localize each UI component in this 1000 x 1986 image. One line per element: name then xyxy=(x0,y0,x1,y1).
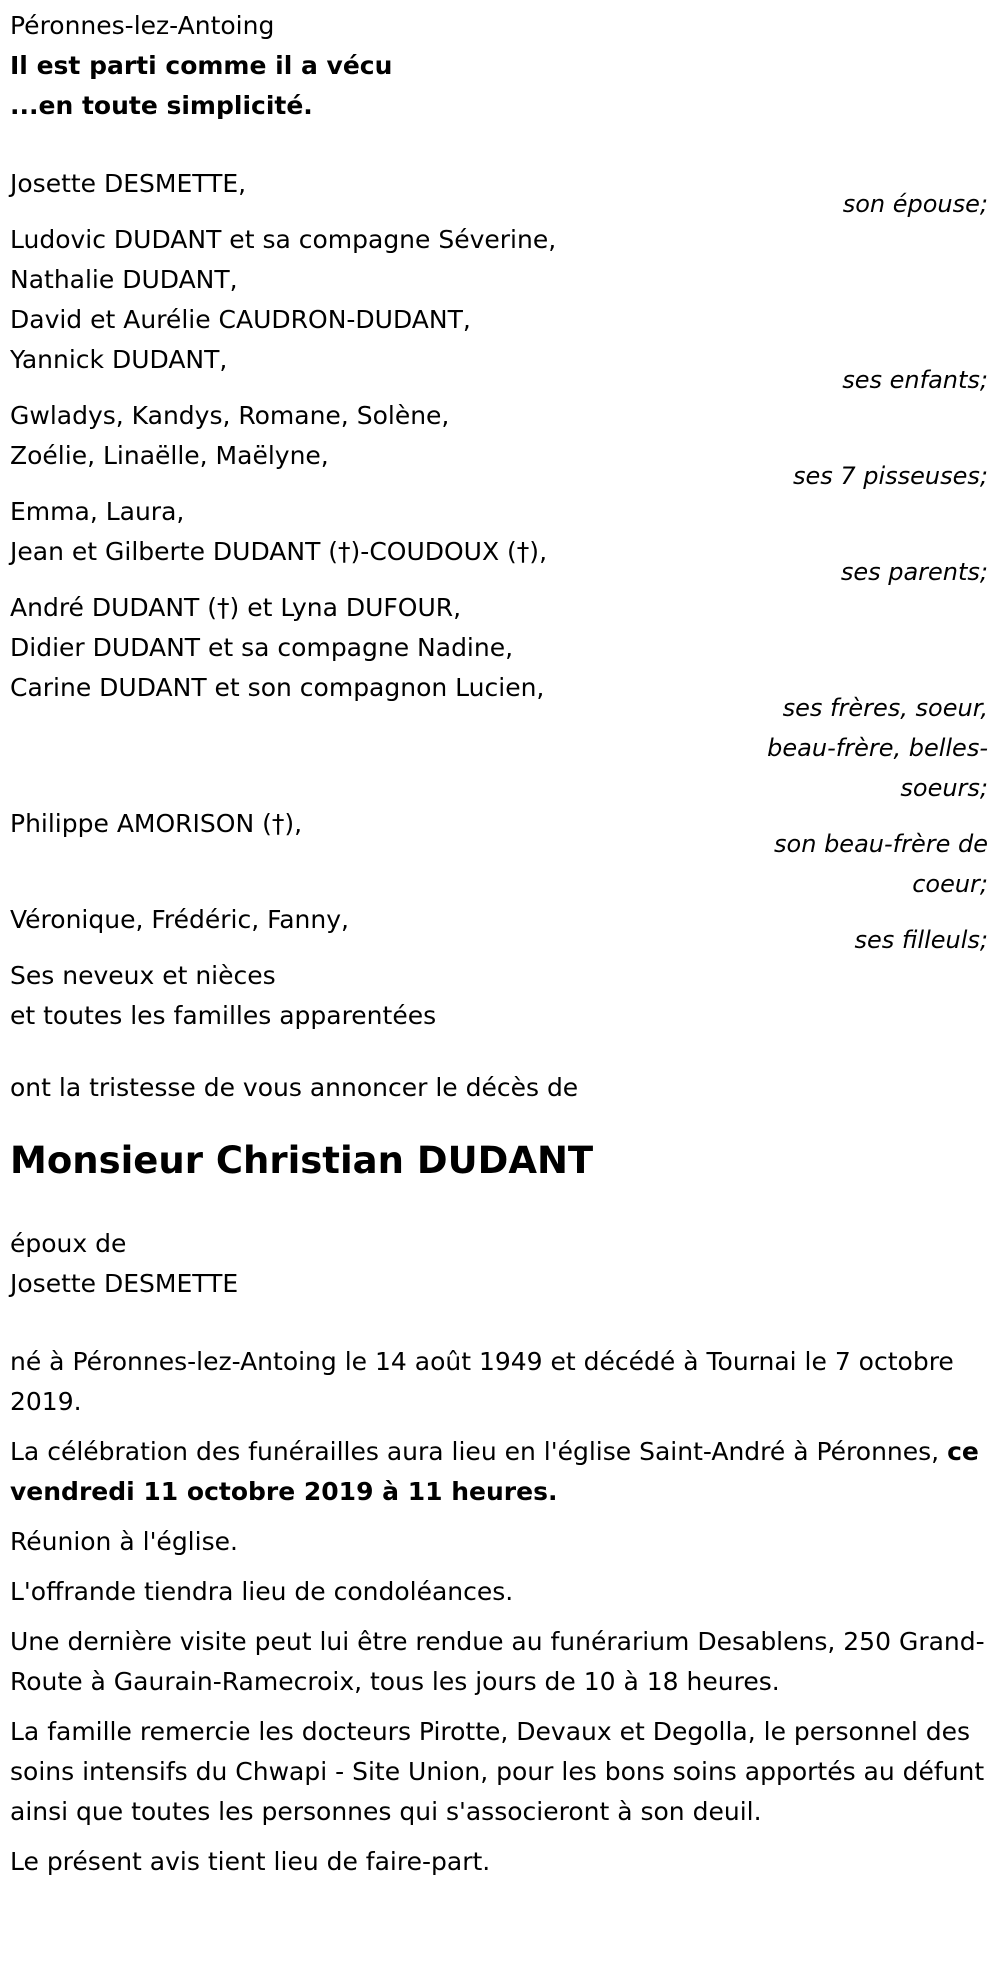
family-role: coeur; xyxy=(912,870,988,898)
family-name: Ludovic DUDANT et sa compagne Séverine, xyxy=(10,225,557,254)
family-name: Yannick DUDANT, xyxy=(10,345,228,374)
notice-text: Le présent avis tient lieu de faire-part. xyxy=(10,1847,491,1876)
family-role: soeurs; xyxy=(900,774,988,802)
thanks-text: La famille remercie les docteurs Pirotte, Devaux et Degolla, le personnel des soins intensifs du Chwapi - Site Union, pour les bons soins apportés au défunt ainsi que toutes les personnes qui s'associeront à son deuil. xyxy=(10,1717,985,1826)
family-group-spouse xyxy=(10,164,992,224)
quote-line-2: ...en toute simplicité. xyxy=(10,91,313,120)
family-role: ses 7 pisseuses; xyxy=(792,462,988,490)
meeting-text: Réunion à l'église. xyxy=(10,1527,238,1556)
family-name: Carine DUDANT et son compagnon Lucien, xyxy=(10,673,545,702)
family-role: ses filleuls; xyxy=(854,926,988,954)
family-group-children xyxy=(10,220,992,400)
family-name: Jean et Gilberte DUDANT (†)-COUDOUX (†), xyxy=(10,537,548,566)
obituary-content xyxy=(10,6,992,1892)
family-name: Philippe AMORISON (†), xyxy=(10,809,303,838)
family-name: Ses neveux et nièces xyxy=(10,961,276,990)
family-group-others xyxy=(10,956,992,1036)
family-name: David et Aurélie CAUDRON-DUDANT, xyxy=(10,305,471,334)
offering-text: L'offrande tiendra lieu de condoléances. xyxy=(10,1577,514,1606)
family-role: ses parents; xyxy=(840,558,988,586)
family-group-godchildren xyxy=(10,900,992,960)
family-name: André DUDANT (†) et Lyna DUFOUR, xyxy=(10,593,462,622)
location: Péronnes-lez-Antoing xyxy=(10,11,275,40)
family-role: ses frères, soeur, xyxy=(782,694,988,722)
family-group-grandchildren xyxy=(10,396,992,496)
ceremony-date: ce vendredi 11 octobre 2019 à 11 heures. xyxy=(10,1437,979,1506)
family-role: ses enfants; xyxy=(842,366,988,394)
family-name: Gwladys, Kandys, Romane, Solène, xyxy=(10,401,450,430)
spouse-name: Josette DESMETTE xyxy=(10,1269,239,1298)
deceased-name: Monsieur Christian DUDANT xyxy=(10,1139,594,1182)
family-name: Véronique, Frédéric, Fanny, xyxy=(10,905,349,934)
family-group-brother-in-law xyxy=(10,804,992,904)
family-name: Emma, Laura, xyxy=(10,497,185,526)
visit-text: Une dernière visite peut lui être rendue au funérarium Desablens, 250 Grand-Route à Gaurain-Ramecroix, tous les jours de 10 à 18 heures. xyxy=(10,1627,985,1696)
announcement-text: ont la tristesse de vous annoncer le décès de xyxy=(10,1073,579,1102)
ceremony-paragraph xyxy=(10,1432,992,1512)
family-name: Zoélie, Linaëlle, Maëlyne, xyxy=(10,441,329,470)
family-name: et toutes les familles apparentées xyxy=(10,1001,437,1030)
quote-line-1: Il est parti comme il a vécu xyxy=(10,51,393,80)
spouse-label: époux de xyxy=(10,1229,127,1258)
birth-death-text: né à Péronnes-lez-Antoing le 14 août 1949 et décédé à Tournai le 7 octobre 2019. xyxy=(10,1347,954,1416)
family-role: son beau-frère de xyxy=(774,830,988,858)
family-name: Didier DUDANT et sa compagne Nadine, xyxy=(10,633,514,662)
family-role: son épouse; xyxy=(842,190,988,218)
family-name: Josette DESMETTE, xyxy=(10,169,247,198)
family-name: Nathalie DUDANT, xyxy=(10,265,238,294)
ceremony-text: La célébration des funérailles aura lieu en l'église Saint-André à Péronnes, xyxy=(10,1437,948,1466)
family-group-parents xyxy=(10,492,992,592)
family-group-siblings xyxy=(10,588,992,808)
family-role: beau-frère, belles- xyxy=(767,734,988,762)
